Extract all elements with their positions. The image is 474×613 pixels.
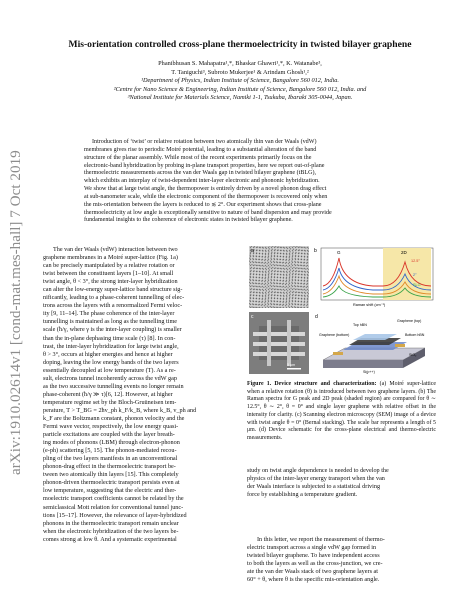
panel-d-label: d xyxy=(315,314,318,320)
body-line: trast, the inter-layer hybridization for large twist angle, xyxy=(43,342,179,350)
body-line: temperature regime set by the Bloch-Gruüneisen tem- xyxy=(43,398,177,406)
abstract-line: We show that at large twist angle, the thermopower is entirely driven by a novel phonon drag effect xyxy=(84,186,327,193)
body-line: to both the layers as well as the cross-junction, we cre- xyxy=(247,560,383,568)
top-hbn-label: Top hBN xyxy=(353,323,367,327)
body-line: perature, T > T_BG = 2ħv_ph k_F/k_B, where k_B, v_ph and xyxy=(43,406,197,414)
author-line-1: Phanibhusan S. Mahapatra¹,*, Bhaskar Ghawri¹,*, K. Watanabe³, xyxy=(158,60,322,67)
body-line: θ > 3°, occurs at higher energies and hence at higher xyxy=(43,350,173,358)
body-line: scale (ħ/γ, where γ is the inter-layer coupling) is smaller xyxy=(43,326,182,334)
angle-label-12: 12.5° xyxy=(411,259,420,263)
figure-caption xyxy=(247,381,436,443)
caption-lead: Figure 1. Device structure and characterization: xyxy=(247,381,377,387)
body-line: when the electronic hybridization of the two layers be- xyxy=(43,527,179,535)
body-line: (e-ph) scattering [5, 15]. The phonon-mediated recou- xyxy=(43,447,177,455)
body-line: twist angle, θ < 3°, the strong inter-layer hybridization xyxy=(43,278,178,286)
raman-x-label: Raman shift (cm⁻¹) xyxy=(353,303,386,307)
body-line: ate the van der Waals stack of two graphene layers at xyxy=(247,568,378,576)
panel-a-label: a xyxy=(251,248,254,254)
sio2-label: SiO₂ xyxy=(409,353,417,357)
abstract-line: fundamental insights to the coherence of electronic states in twisted bilayer graphene. xyxy=(84,217,293,224)
figure-1 xyxy=(247,246,437,376)
scale-bar-label: 5 μm xyxy=(287,363,296,367)
caption-text: (a) Moiré super-lattice when a relative rotation (θ) is introduced between two graphene layers. (b) The Raman spectra for G peak and 2D peak (shaded region) are compared for θ ∼ 12.5°, θ ∼ 2°, θ = 0° and single layer graphene with relative offset in the intensity for clarity. (c) Scanning electron microscopy (SEM) image of a device with twist angle θ = 0° (Bernal stacking). The scale bar represents a length of 5 μm. (d) Device schematic for the cross-plane electrical and thermo-electric measurements. xyxy=(247,381,436,441)
body-right-column-bottom xyxy=(247,536,436,584)
body-line: can alter the low-energy super-lattice band structure sig- xyxy=(43,286,183,294)
abstract-line: the mis-orientation between the layers is reduced to ≲ 2°. Our experiment shows that cross-plane xyxy=(84,201,322,208)
body-line: force by establishing a temperature gradient. xyxy=(247,491,358,499)
device-schematic xyxy=(313,312,435,374)
body-line: can be precisely manipulated by a relative rotation or xyxy=(43,262,175,270)
body-line: comes strong at low θ. And a systematic experimental xyxy=(43,535,177,543)
abstract-line: Introduction of ‘twist’ or relative rotation between two atomically thin van der Waals (vdW) xyxy=(92,139,317,145)
body-line: doping, leaving the low energy bands of the two layers xyxy=(43,358,179,366)
body-line: essentially decoupled at low temperature (T). As a re- xyxy=(43,366,176,374)
body-line: phonon-driven thermoelectric transport persists even at xyxy=(43,479,180,487)
body-line: moelectric transport coefficients cannot be related by the xyxy=(43,495,184,503)
body-line: graphene membranes in a Moiré super-lattice (Fig. 1a) xyxy=(43,254,178,262)
sem-image xyxy=(249,312,309,374)
si-substrate-label: Si(p++) xyxy=(363,370,375,374)
abstract-line: thermoelectric measurements across the van der Waals gap in twisted bilayer graphene (tBLG), xyxy=(84,170,317,177)
body-line: pling of the two layers manifests in an unconventional xyxy=(43,455,178,463)
body-line: electric transport across a single vdW gap formed in xyxy=(247,544,377,552)
peak-g-label: G xyxy=(337,250,341,255)
body-line: The van der Waals (vdW) interaction between two xyxy=(53,246,178,253)
arxiv-stamp-text: arXiv:1910.02614v1 [cond-mat.mes-hall] 7 Oct 2019 xyxy=(7,150,24,475)
body-right-column-top xyxy=(247,467,436,499)
body-line: Fermi wave vector, respectively, the low energy quasi- xyxy=(43,423,179,431)
body-line: ity [9, 11–14]. The phase coherence of the inter-layer xyxy=(43,310,175,318)
author-line-2: T. Taniguchi³, Subroto Mukerjee¹ & Arindam Ghosh¹,² xyxy=(171,68,309,76)
slg-label: SLG xyxy=(413,283,421,287)
body-line: particle excitations are coupled with the layer breath- xyxy=(43,431,175,439)
body-line: phonons in the thermoelectric transport remain unclear xyxy=(43,519,179,527)
body-line: as the two successive tunnelling events no longer remain xyxy=(43,382,184,390)
body-line: phonon-drag effect in the thermoelectric transport be- xyxy=(43,463,176,471)
body-line: sult, electrons tunnel incoherently across the vdW gap xyxy=(43,374,177,382)
body-line: phase-coherent (ħ/γ ≫ τ)[6, 12]. However, at higher xyxy=(43,390,173,398)
body-line: ing modes of phonons (LBM) through electron-phonon xyxy=(43,439,180,447)
affiliation-3: ³National Institute for Materials Science, Namiki 1-1, Tsukuba, Ibaraki 305-0044, Japan. xyxy=(127,94,353,102)
arxiv-stamp xyxy=(4,150,26,480)
peak-2d-label: 2D xyxy=(401,250,407,255)
body-line: semiclassical Mott relation for conventional tunnel junc- xyxy=(43,503,184,511)
body-line: trons across the layers with a renormalized Fermi veloc- xyxy=(43,302,183,310)
body-line: tween two atomically thin layers [15]. This completely xyxy=(43,471,179,479)
body-line: tunnelling is maintained as long as the tunnelling time xyxy=(43,318,178,326)
abstract-line: at sub-nanometer scale, while the electronic component of the thermopower is recovered only when xyxy=(84,193,328,200)
abstract-line: which exhibits an interplay of twist-dependent inter-layer electronic and phononic hybridization. xyxy=(84,178,320,185)
body-line: tions [15–17]. However, the relevance of layer-hybridized xyxy=(43,511,187,519)
raman-spectra-plot xyxy=(313,246,435,308)
body-line: study on twist angle dependence is needed to develop the xyxy=(247,467,389,474)
body-line: twist between the constituent layers [1–10]. At small xyxy=(43,270,174,278)
graphene-bottom-label: Graphene (bottom) xyxy=(319,333,350,337)
affiliation-2: ²Centre for Nano Science & Engineering, Indian Institute of Science, Bangalore 560 012, India. and xyxy=(113,85,367,93)
body-line: low temperature, suggesting that the electric and ther- xyxy=(43,487,177,495)
paper-title: Mis-orientation controlled cross-plane thermoelectricity in twisted bilayer graphene xyxy=(68,39,412,50)
body-line: nificantly, leading to a phase-coherent tunnelling of elec- xyxy=(43,294,185,302)
author-block xyxy=(60,60,420,103)
panel-b-label: b xyxy=(314,248,317,254)
abstract xyxy=(84,139,402,225)
abstract-line: structure of the planar assembly. While most of the recent experiments primarily focus on the xyxy=(84,154,312,161)
body-line: than the in-plane dephasing time scale (τ) [8]. In con- xyxy=(43,334,176,342)
body-line: twisted bilayer graphene. To have independent access xyxy=(247,552,380,560)
body-line: In this letter, we report the measurement of thermo- xyxy=(257,536,385,543)
graphene-top-label: Graphene (top) xyxy=(397,319,422,323)
body-line: der Waals interface is subjected to a statistical driving xyxy=(247,483,381,491)
abstract-line: membranes gives rise to periodic Moiré potential, leading to a substantial alteration of the band xyxy=(84,146,317,153)
body-line: 60° + θ, where θ is the specific mis-orientation angle. xyxy=(247,576,380,584)
panel-c-label: c xyxy=(251,314,254,320)
angle-label-2: 2° xyxy=(413,273,417,277)
affiliation-1: ¹Department of Physics, Indian Institute of Science, Bangalore 560 012, India. xyxy=(141,77,339,85)
body-line: k_F are the Boltzmann constant, phonon velocity and the xyxy=(43,414,185,422)
abstract-line: thermoelectricity at low angle is exceptionally sensitive to nature of band dispersion and may provide xyxy=(84,209,332,216)
body-line: physics of the inter-layer energy transport when the van xyxy=(247,475,385,483)
moire-lattice-image xyxy=(249,246,309,308)
body-left-column xyxy=(43,246,231,544)
bottom-hbn-label: Bottom hBN xyxy=(405,333,425,337)
abstract-line: electronic-band hybridization by probing in-plane transport properties, here we report out-of-plane xyxy=(84,162,325,169)
